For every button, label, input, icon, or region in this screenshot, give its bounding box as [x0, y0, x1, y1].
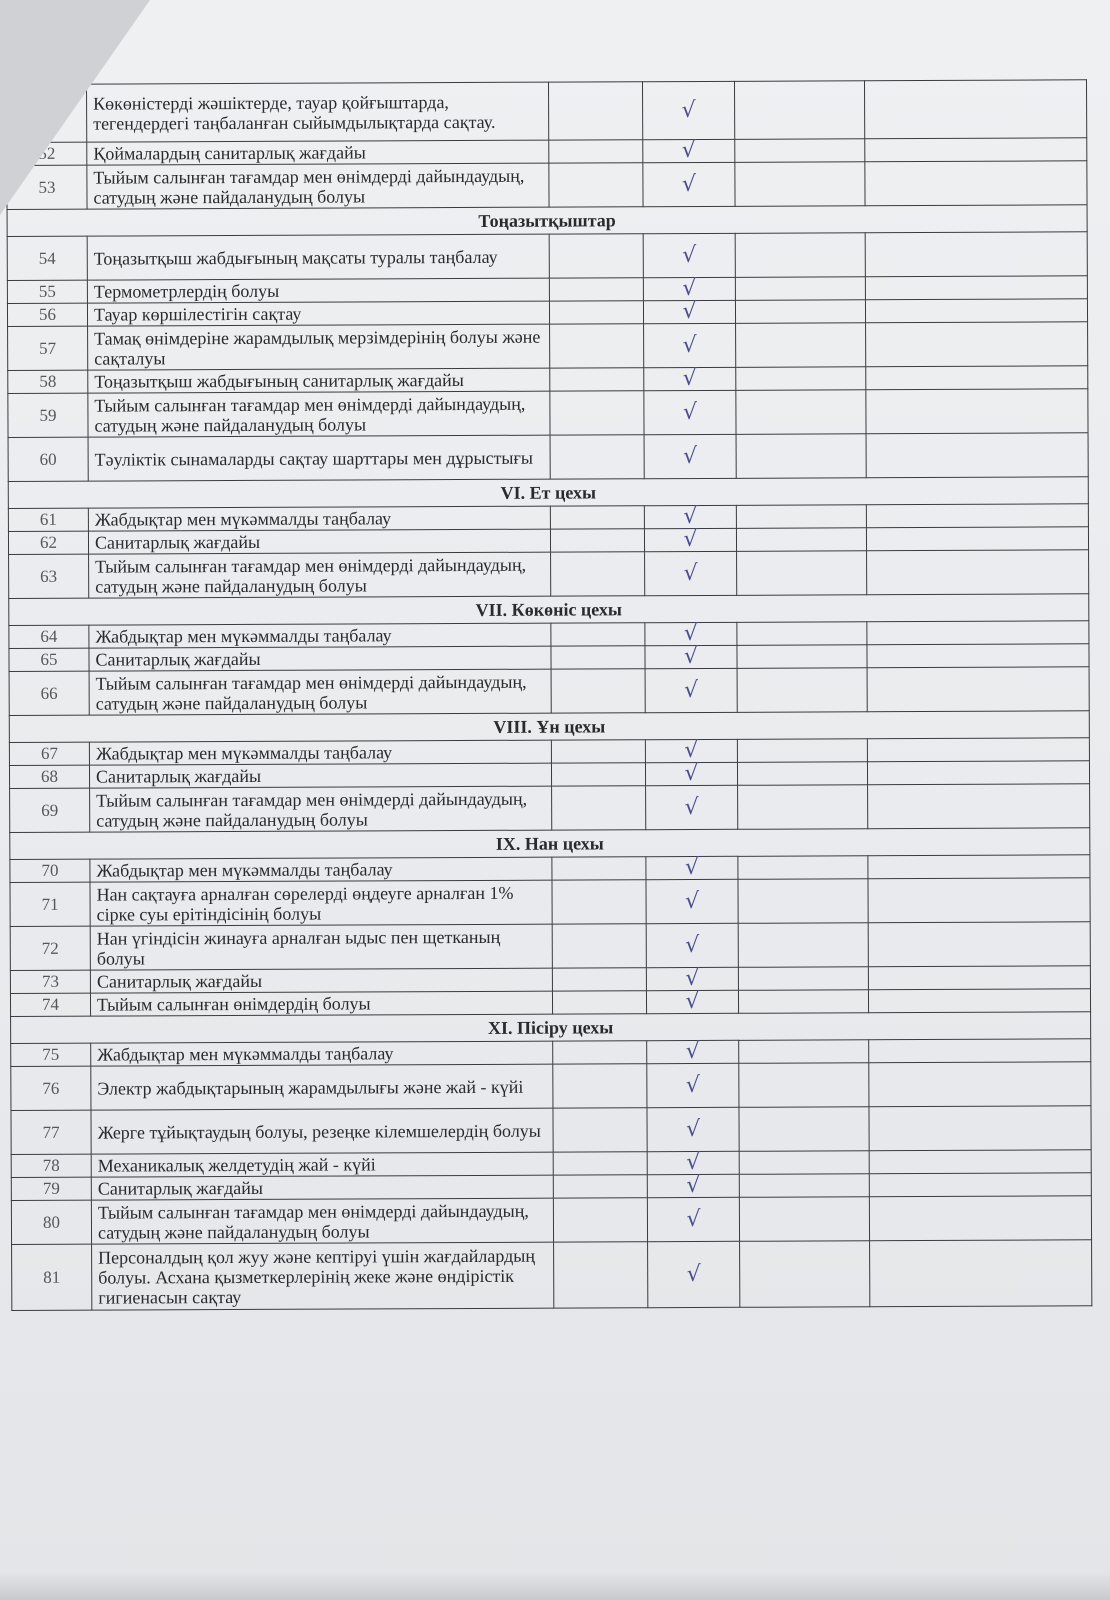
empty-cell	[551, 763, 645, 786]
requirement-text: Санитарлық жағдайы	[89, 763, 551, 788]
empty-cell	[866, 389, 1088, 434]
empty-cell	[738, 923, 868, 968]
page-bottom-edge	[0, 1572, 1110, 1600]
empty-cell	[552, 991, 646, 1014]
row-number: 59	[8, 393, 88, 437]
empty-cell	[550, 391, 644, 435]
empty-cell	[738, 879, 868, 924]
row-number: 64	[9, 625, 89, 648]
empty-cell	[737, 739, 867, 763]
table-row	[12, 1240, 1092, 1311]
check-mark-icon: √	[643, 162, 735, 206]
table-row	[8, 389, 1088, 438]
inspection-checklist-table	[6, 79, 1092, 1311]
empty-cell	[739, 1040, 869, 1064]
requirement-text: Тыйым салынған тағамдар мен өнімдерді дайындаудың, сатудың және пайдаланудың болуы	[89, 552, 551, 598]
empty-cell	[866, 322, 1088, 367]
empty-cell	[739, 1107, 869, 1152]
check-mark-icon: √	[645, 551, 737, 595]
row-number: 81	[12, 1244, 92, 1310]
row-number: 67	[9, 742, 89, 765]
table-row	[11, 1062, 1091, 1111]
empty-cell	[869, 1039, 1091, 1063]
requirement-text: Жабдықтар мен мүкәммалды таңбалау	[89, 740, 551, 765]
row-number: 62	[8, 531, 88, 554]
empty-cell	[551, 623, 645, 646]
empty-cell	[552, 786, 646, 830]
empty-cell	[869, 1106, 1091, 1151]
empty-cell	[549, 301, 643, 324]
requirement-text: Нан сақтауға арналған сөрелерді өңдеуге арналған 1% сірке суы ерітіндісінің болуы	[90, 880, 552, 926]
check-mark-icon: √	[644, 390, 736, 434]
table-row	[8, 433, 1088, 482]
row-number: 58	[8, 370, 88, 393]
row-number: 54	[7, 236, 87, 280]
requirement-text: Жабдықтар мен мүкәммалды таңбалау	[91, 1041, 553, 1066]
row-number: 56	[7, 303, 87, 326]
empty-cell	[867, 738, 1089, 762]
empty-cell	[552, 880, 646, 924]
empty-cell	[868, 922, 1090, 967]
empty-cell	[738, 967, 868, 991]
empty-cell	[866, 504, 1088, 528]
empty-cell	[735, 162, 865, 207]
empty-cell	[869, 1196, 1091, 1241]
requirement-text: Жабдықтар мен мүкәммалды таңбалау	[90, 857, 552, 882]
check-mark-icon: √	[644, 434, 736, 478]
check-mark-icon: √	[648, 1241, 740, 1307]
row-number: 74	[10, 993, 90, 1016]
requirement-text: Жабдықтар мен мүкәммалды таңбалау	[89, 623, 551, 648]
check-mark-icon: √	[644, 323, 736, 367]
empty-cell	[865, 276, 1087, 300]
table-row	[9, 667, 1089, 716]
empty-cell	[735, 277, 865, 301]
check-mark-icon: √	[646, 879, 738, 923]
requirement-text: Көкөністерді жәшіктерде, тауар қойғыштарда, тегендердегі таңбаланған сыйымдылықтарда сақтау.	[87, 82, 549, 142]
requirement-text: Тыйым салынған тағамдар мен өнімдерді дайындаудың, сатудың және пайдаланудың болуы	[90, 786, 552, 832]
row-number: 72	[10, 926, 90, 970]
empty-cell	[550, 368, 644, 391]
requirement-text: Жерге тұйықтаудың болуы, резеңке кілемшелердің болуы	[91, 1108, 553, 1154]
section-title: VIII. Ұн цехы	[9, 711, 1089, 743]
row-number: 66	[9, 671, 89, 715]
check-mark-icon: √	[642, 81, 734, 139]
empty-cell	[739, 1197, 869, 1242]
section-title: IX. Нан цехы	[10, 828, 1090, 860]
check-mark-icon: √	[646, 990, 738, 1013]
row-number: 63	[9, 554, 89, 598]
table-row	[10, 784, 1090, 833]
empty-cell	[550, 435, 644, 479]
requirement-text: Электр жабдықтарының жарамдылығы және жай - күйі	[91, 1064, 553, 1110]
empty-cell	[867, 667, 1089, 712]
empty-cell	[865, 138, 1087, 162]
table-row	[11, 1106, 1091, 1155]
check-mark-icon: √	[643, 300, 735, 323]
empty-cell	[737, 762, 867, 786]
requirement-text: Тыйым салынған тағамдар мен өнімдерді дайындаудың, сатудың және пайдаланудың болуы	[91, 1198, 553, 1244]
requirement-text: Санитарлық жағдайы	[89, 646, 551, 671]
requirement-text: Тыйым салынған тағамдар мен өнімдерді дайындаудың, сатудың және пайдаланудың болуы	[89, 669, 551, 715]
empty-cell	[553, 1198, 647, 1242]
row-number: 79	[11, 1177, 91, 1200]
requirement-text: Тыйым салынған өнімдердің болуы	[90, 991, 552, 1016]
empty-cell	[735, 233, 865, 278]
row-number: 52	[7, 142, 87, 165]
check-mark-icon: √	[644, 505, 736, 528]
requirement-text: Тамақ өнімдеріне жарамдылық мерзімдерінің болуы және сақталуы	[88, 324, 550, 370]
empty-cell	[735, 300, 865, 324]
check-mark-icon: √	[643, 277, 735, 300]
empty-cell	[868, 784, 1090, 829]
empty-cell	[866, 433, 1088, 478]
empty-cell	[551, 646, 645, 669]
check-mark-icon: √	[645, 762, 737, 785]
checklist-container	[6, 79, 1101, 1311]
empty-cell	[865, 232, 1087, 277]
empty-cell	[549, 140, 643, 163]
table-row	[9, 550, 1089, 599]
check-mark-icon: √	[647, 1151, 739, 1174]
check-mark-icon: √	[647, 1040, 739, 1063]
check-mark-icon: √	[646, 967, 738, 990]
check-mark-icon: √	[644, 528, 736, 551]
empty-cell	[865, 299, 1087, 323]
requirement-text: Тоңазытқыш жабдығының санитарлық жағдайы	[88, 368, 550, 393]
requirement-text: Тыйым салынған тағамдар мен өнімдерді дайындаудың, сатудың және пайдаланудың болуы	[87, 163, 549, 209]
check-mark-icon: √	[645, 645, 737, 668]
empty-cell	[551, 669, 645, 713]
empty-cell	[550, 506, 644, 529]
empty-cell	[738, 990, 868, 1014]
row-number: 55	[7, 280, 87, 303]
check-mark-icon: √	[646, 923, 738, 967]
empty-cell	[866, 527, 1088, 551]
requirement-text: Санитарлық жағдайы	[90, 968, 552, 993]
row-number: 80	[11, 1200, 91, 1244]
empty-cell	[869, 1173, 1091, 1197]
row-number: 68	[9, 765, 89, 788]
check-mark-icon: √	[645, 668, 737, 712]
empty-cell	[736, 323, 866, 368]
section-title: VI. Ет цехы	[8, 477, 1088, 509]
empty-cell	[864, 80, 1086, 139]
requirement-text: Жабдықтар мен мүкәммалды таңбалау	[88, 506, 550, 531]
empty-cell	[868, 989, 1090, 1013]
requirement-text: Персоналдың қол жуу және кептіруі үшін жағдайлардың болуы. Асхана қызметкерлерінің жеке және өндірістік гигиенасын сақтау	[92, 1242, 554, 1310]
empty-cell	[552, 924, 646, 968]
empty-cell	[552, 857, 646, 880]
empty-cell	[868, 878, 1090, 923]
requirement-text: Қоймалардың санитарлық жағдайы	[87, 140, 549, 165]
empty-cell	[738, 856, 868, 880]
requirement-text: Нан үгіндісін жинауға арналған ыдыс пен щетканың болуы	[90, 924, 552, 970]
row-number: 77	[11, 1110, 91, 1154]
requirement-text: Термометрлердің болуы	[87, 278, 549, 303]
table-row	[11, 1196, 1091, 1245]
row-number: 71	[10, 882, 90, 926]
empty-cell	[553, 1152, 647, 1175]
empty-cell	[736, 390, 866, 435]
empty-cell	[869, 1150, 1091, 1174]
empty-cell	[736, 528, 866, 552]
empty-cell	[549, 163, 643, 207]
empty-cell	[737, 551, 867, 596]
table-row	[8, 322, 1088, 371]
empty-cell	[867, 550, 1089, 595]
empty-cell	[551, 552, 645, 596]
empty-cell	[739, 1174, 869, 1198]
empty-cell	[549, 278, 643, 301]
row-number: 61	[8, 508, 88, 531]
empty-cell	[869, 1062, 1091, 1107]
empty-cell	[867, 644, 1089, 668]
empty-cell	[553, 1064, 647, 1108]
check-mark-icon: √	[643, 233, 735, 277]
row-number: 69	[10, 788, 90, 832]
empty-cell	[552, 968, 646, 991]
checklist-body	[7, 80, 1092, 1311]
check-mark-icon: √	[645, 622, 737, 645]
empty-cell	[550, 324, 644, 368]
empty-cell	[550, 529, 644, 552]
table-row	[7, 232, 1087, 281]
requirement-text: Механикалық желдетудің жай - күйі	[91, 1152, 553, 1177]
requirement-text: Тәуліктік сынамаларды сақтау шарттары мен дұрыстығы	[88, 435, 550, 481]
empty-cell	[867, 621, 1089, 645]
empty-cell	[736, 434, 866, 479]
requirement-text: Тоңазытқыш жабдығының мақсаты туралы таңбалау	[87, 234, 549, 280]
empty-cell	[737, 622, 867, 646]
check-mark-icon: √	[647, 1063, 739, 1107]
row-number: 51	[7, 84, 87, 142]
empty-cell	[865, 161, 1087, 206]
requirement-text: Санитарлық жағдайы	[88, 529, 550, 554]
row-number: 53	[7, 165, 87, 209]
empty-cell	[737, 645, 867, 669]
requirement-text: Санитарлық жағдайы	[91, 1175, 553, 1200]
check-mark-icon: √	[643, 139, 735, 162]
empty-cell	[551, 740, 645, 763]
check-mark-icon: √	[647, 1107, 739, 1151]
empty-cell	[736, 505, 866, 529]
row-number: 70	[10, 859, 90, 882]
empty-cell	[739, 1063, 869, 1108]
empty-cell	[740, 1241, 870, 1308]
empty-cell	[548, 82, 642, 140]
empty-cell	[549, 234, 643, 278]
section-title: XI. Пісіру цехы	[11, 1012, 1091, 1044]
empty-cell	[868, 966, 1090, 990]
empty-cell	[553, 1108, 647, 1152]
empty-cell	[737, 668, 867, 713]
table-row	[10, 878, 1090, 927]
row-number: 78	[11, 1154, 91, 1177]
requirement-text: Тауар көршілестігін сақтау	[87, 301, 549, 326]
check-mark-icon: √	[646, 856, 738, 879]
empty-cell	[553, 1041, 647, 1064]
check-mark-icon: √	[646, 785, 738, 829]
empty-cell	[738, 785, 868, 830]
check-mark-icon: √	[644, 367, 736, 390]
row-number: 75	[11, 1043, 91, 1066]
check-mark-icon: √	[647, 1174, 739, 1197]
empty-cell	[736, 367, 866, 391]
section-title: VII. Көкөніс цехы	[9, 594, 1089, 626]
empty-cell	[866, 366, 1088, 390]
empty-cell	[554, 1242, 648, 1308]
empty-cell	[867, 761, 1089, 785]
check-mark-icon: √	[647, 1197, 739, 1241]
section-title: Тоңазытқыштар	[7, 205, 1087, 237]
row-number: 60	[8, 437, 88, 481]
empty-cell	[734, 81, 864, 140]
empty-cell	[870, 1240, 1092, 1307]
row-number: 76	[11, 1066, 91, 1110]
empty-cell	[735, 139, 865, 163]
check-mark-icon: √	[645, 739, 737, 762]
empty-cell	[553, 1175, 647, 1198]
table-row	[7, 80, 1087, 143]
empty-cell	[868, 855, 1090, 879]
row-number: 73	[10, 970, 90, 993]
row-number: 57	[8, 326, 88, 370]
requirement-text: Тыйым салынған тағамдар мен өнімдерді дайындаудың, сатудың және пайдаланудың болуы	[88, 391, 550, 437]
page-folded-corner	[0, 0, 150, 215]
table-row	[7, 161, 1087, 210]
table-row	[10, 922, 1090, 971]
row-number: 65	[9, 648, 89, 671]
empty-cell	[739, 1151, 869, 1175]
